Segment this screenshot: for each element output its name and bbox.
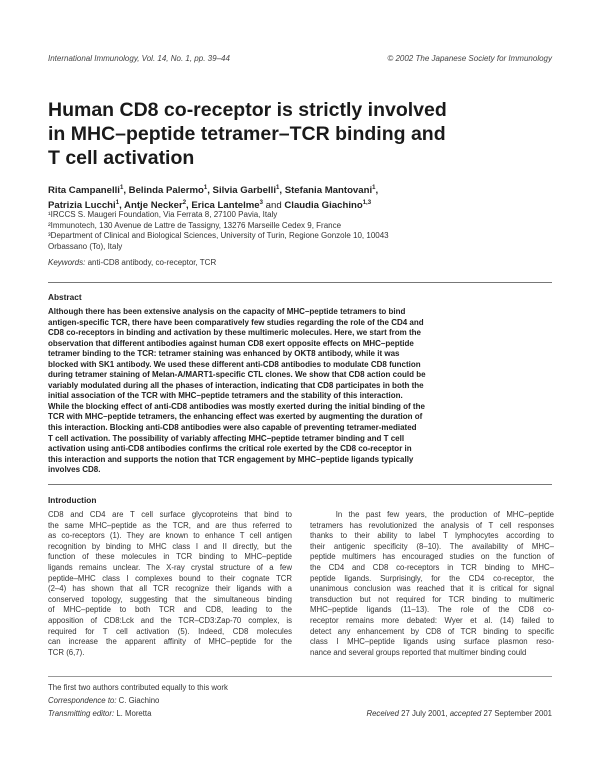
author-name: Antje Necker [124, 200, 183, 212]
intro-left-line: conserved topology, suggesting that the simultaneous binding [48, 594, 292, 604]
intro-left-line: CD8 and CD4 are T cell surface glycoproteins that bind to [48, 510, 292, 519]
received-date: 27 July 2001, [398, 709, 450, 718]
abstract-line: Although there has been extensive analysis on the capacity of MHC–peptide tetramers to bind [48, 307, 406, 316]
intro-right-line: unanimous conclusion was reached that it is critical for signal [310, 584, 554, 594]
author-affiliation-mark: 1 [276, 185, 280, 191]
author-name: Stefania Mantovani [284, 185, 373, 197]
title-line: T cell activation [48, 147, 195, 169]
author-name: Rita Campanelli [48, 185, 120, 197]
intro-right-line: peptide multimers has encouraged studies on the function of [310, 552, 554, 562]
author-affiliation-mark: 1 [115, 200, 120, 207]
author-separator: , [375, 185, 379, 197]
intro-right-line: the CD4 and CD8 co-receptors in TCR binding to MHC– [310, 562, 554, 572]
author-affiliation-mark: 1 [372, 185, 376, 191]
received-label: Received [366, 709, 399, 718]
keywords-label: Keywords: [48, 258, 86, 267]
article-title [48, 98, 568, 170]
abstract-line: While the blocking effect of anti-CD8 antibodies was mostly exerted during the initial binding of the [48, 401, 425, 411]
intro-right-line: transduction but not required for TCR binding to multimeric [310, 594, 554, 604]
author-separator: , [119, 200, 125, 212]
author-name: Silvia Garbelli [212, 185, 277, 197]
abstract-line: tetramer binding to the TCR: tetramer staining was enhanced by OKT8 antibody, while it was [48, 349, 400, 359]
intro-right-line: thanks to their ability to label T lymphocytes according to [310, 531, 554, 541]
author-affiliation-mark: 1 [119, 185, 124, 191]
intro-right-line: tetramers has revolutionized the analysis of T cell responses [310, 520, 554, 530]
keywords [48, 258, 216, 267]
abstract-heading: Abstract [48, 292, 82, 302]
intro-left-line: function of these molecules in TCR binding to MHC–peptide [48, 552, 292, 562]
abstract-line: TCR with MHC–peptide tetramers, the enhancing effect was exerted by augmenting the duration of [48, 412, 423, 422]
intro-left-line: of MHC–peptide to both TCR and CD8, leading to the [48, 605, 292, 615]
abstract-line: involves CD8. [48, 465, 101, 475]
intro-left-line: ligands remains unclear. The X-ray crystal structure of a few [48, 562, 292, 572]
affiliation-line: ²Immunotech, 130 Avenue de Lattre de Tassigny, 13276 Marseille Cedex 9, France [48, 220, 342, 230]
author-separator: , [207, 185, 213, 197]
intro-right-line: receptor remains more debated: Wyer et al. (14) failed to [310, 615, 554, 625]
correspondence-name: C. Giachino [116, 696, 160, 705]
abstract-line: initial association of the TCR with MHC–peptide tetramers and the stability of this interaction. [48, 391, 403, 401]
affiliation-line: Orbassano (To), Italy [48, 241, 123, 251]
author-separator: , [123, 185, 129, 197]
author-affiliation-mark: 1 [203, 185, 208, 191]
abstract-line: T cell activation. The possibility of variably affecting MHC–peptide tetramer binding and T cell [48, 433, 405, 443]
abstract-line: activation using anti-CD8 antibodies confirms the critical role exerted by the CD8 co-receptor in [48, 444, 412, 454]
accepted-label: accepted [449, 709, 482, 718]
author-affiliation-mark: 2 [182, 200, 187, 207]
intro-right-line: their antigenic specificity (8–10). The availability of MHC– [310, 541, 554, 551]
author-name: Belinda Palermo [128, 185, 204, 197]
intro-left-line: as co-receptors (1). They are known to enhance T cell antigen [48, 531, 292, 541]
intro-right-line: peptide ligands. Surprisingly, for the CD4 co-receptor, the [310, 573, 554, 583]
abstract-line: CD8 co-receptors in binding and activation by these multimeric molecules. Here, we start from the [48, 328, 421, 338]
intro-left-line: required for T cell activation (5). Indeed, CD8 molecules [48, 626, 292, 636]
author-affiliation-mark: 1,3 [362, 200, 372, 207]
author-separator: , [279, 185, 285, 197]
abstract-line: observation that different antibodies against human CD8 exert opposite effects on MHC–peptide [48, 338, 414, 348]
intro-left-line: can increase the apparent affinity of MHC–peptide for the [48, 637, 292, 647]
received-accepted-dates [366, 709, 552, 718]
intro-left-line: (2–4) has shown that all TCR recognize their ligands with a [48, 584, 292, 594]
abstract-line: this interaction and supports the notion that TCR engagement by MHC–peptide ligands typically [48, 454, 414, 464]
introduction-column-right [310, 510, 554, 658]
author-name: Patrizia Lucchi [48, 200, 116, 212]
abstract-line: this interaction. Blocking anti-CD8 antibodies were also capable of preventing tetramer-mediated [48, 423, 417, 433]
editor-line [48, 709, 151, 718]
copyright-notice: © 2002 The Japanese Society for Immunology [387, 54, 552, 63]
abstract-line: variably modulated during all the phases of interaction, indicating that CD8 participates in both the [48, 380, 424, 390]
keywords-text: anti-CD8 antibody, co-receptor, TCR [85, 258, 217, 267]
intro-left-line: peptide–MHC class I complexes bound to their cognate TCR [48, 573, 292, 583]
intro-right-line: In the past few years, the production of MHC–peptide [310, 510, 554, 519]
intro-left-line: TCR (6,7). [48, 647, 85, 657]
correspondence-label: Correspondence to: [48, 696, 117, 705]
author-separator: , [186, 200, 192, 212]
affiliation-line: ³Department of Clinical and Biological Sciences, University of Turin, Regione Gonzole 10, 10043 [48, 231, 389, 241]
author-separator: and [263, 200, 285, 212]
equal-contribution-note: The first two authors contributed equally to this work [48, 683, 228, 692]
intro-left-line: apposition of CD8:Lck and the TCR–CD3:Zap-70 complex, is [48, 615, 292, 625]
journal-citation: International Immunology, Vol. 14, No. 1, pp. 39–44 [48, 54, 230, 63]
divider-top [48, 282, 552, 283]
intro-left-line: the same MHC–peptide as the TCR, and are thus referred to [48, 520, 292, 530]
intro-left-line: recognition by binding to MHC class I and II directly, but the [48, 541, 292, 551]
abstract-line: blocked with SK1 antibody. We used these different anti-CD8 antibodies to modulate CD8 function [48, 359, 421, 369]
author-affiliation-mark: 3 [259, 200, 263, 207]
correspondence-line [48, 696, 159, 705]
title-line: in MHC–peptide tetramer–TCR binding and [48, 123, 446, 145]
author-name: Claudia Giachino [284, 200, 363, 212]
intro-right-line: class I MHC–peptide ligands using surface plasmon reso- [310, 637, 554, 647]
introduction-column-left [48, 510, 292, 658]
accepted-date: 27 September 2001 [481, 709, 552, 718]
abstract-line: antigen-specific TCR, there have been comparatively few studies regarding the role of the CD4 and [48, 317, 424, 327]
editor-label: Transmitting editor: [48, 709, 115, 718]
abstract-body [48, 307, 552, 476]
intro-right-line: detect any enhancement by CD8 of TCR binding to specific [310, 626, 554, 636]
title-line: Human CD8 co-receptor is strictly involved [48, 99, 447, 121]
abstract-line: during tetramer staining of Melan-A/MART1-specific CTL clones. We show that CD8 action could be [48, 370, 426, 380]
author-line [48, 182, 568, 197]
footnote-divider [48, 676, 552, 677]
author-name: Erica Lantelme [191, 200, 260, 212]
editor-name: L. Moretta [114, 709, 152, 718]
author-list [48, 182, 568, 212]
affiliations [48, 210, 568, 252]
introduction-heading: Introduction [48, 495, 97, 505]
affiliation-line: ¹IRCCS S. Maugeri Foundation, Via Ferrata 8, 27100 Pavia, Italy [48, 210, 278, 219]
intro-right-line: nance and several groups reported that multimer binding could [310, 647, 527, 657]
divider-abstract [48, 484, 552, 485]
intro-right-line: MHC–peptide ligands (11–13). The role of the CD8 co- [310, 605, 554, 615]
